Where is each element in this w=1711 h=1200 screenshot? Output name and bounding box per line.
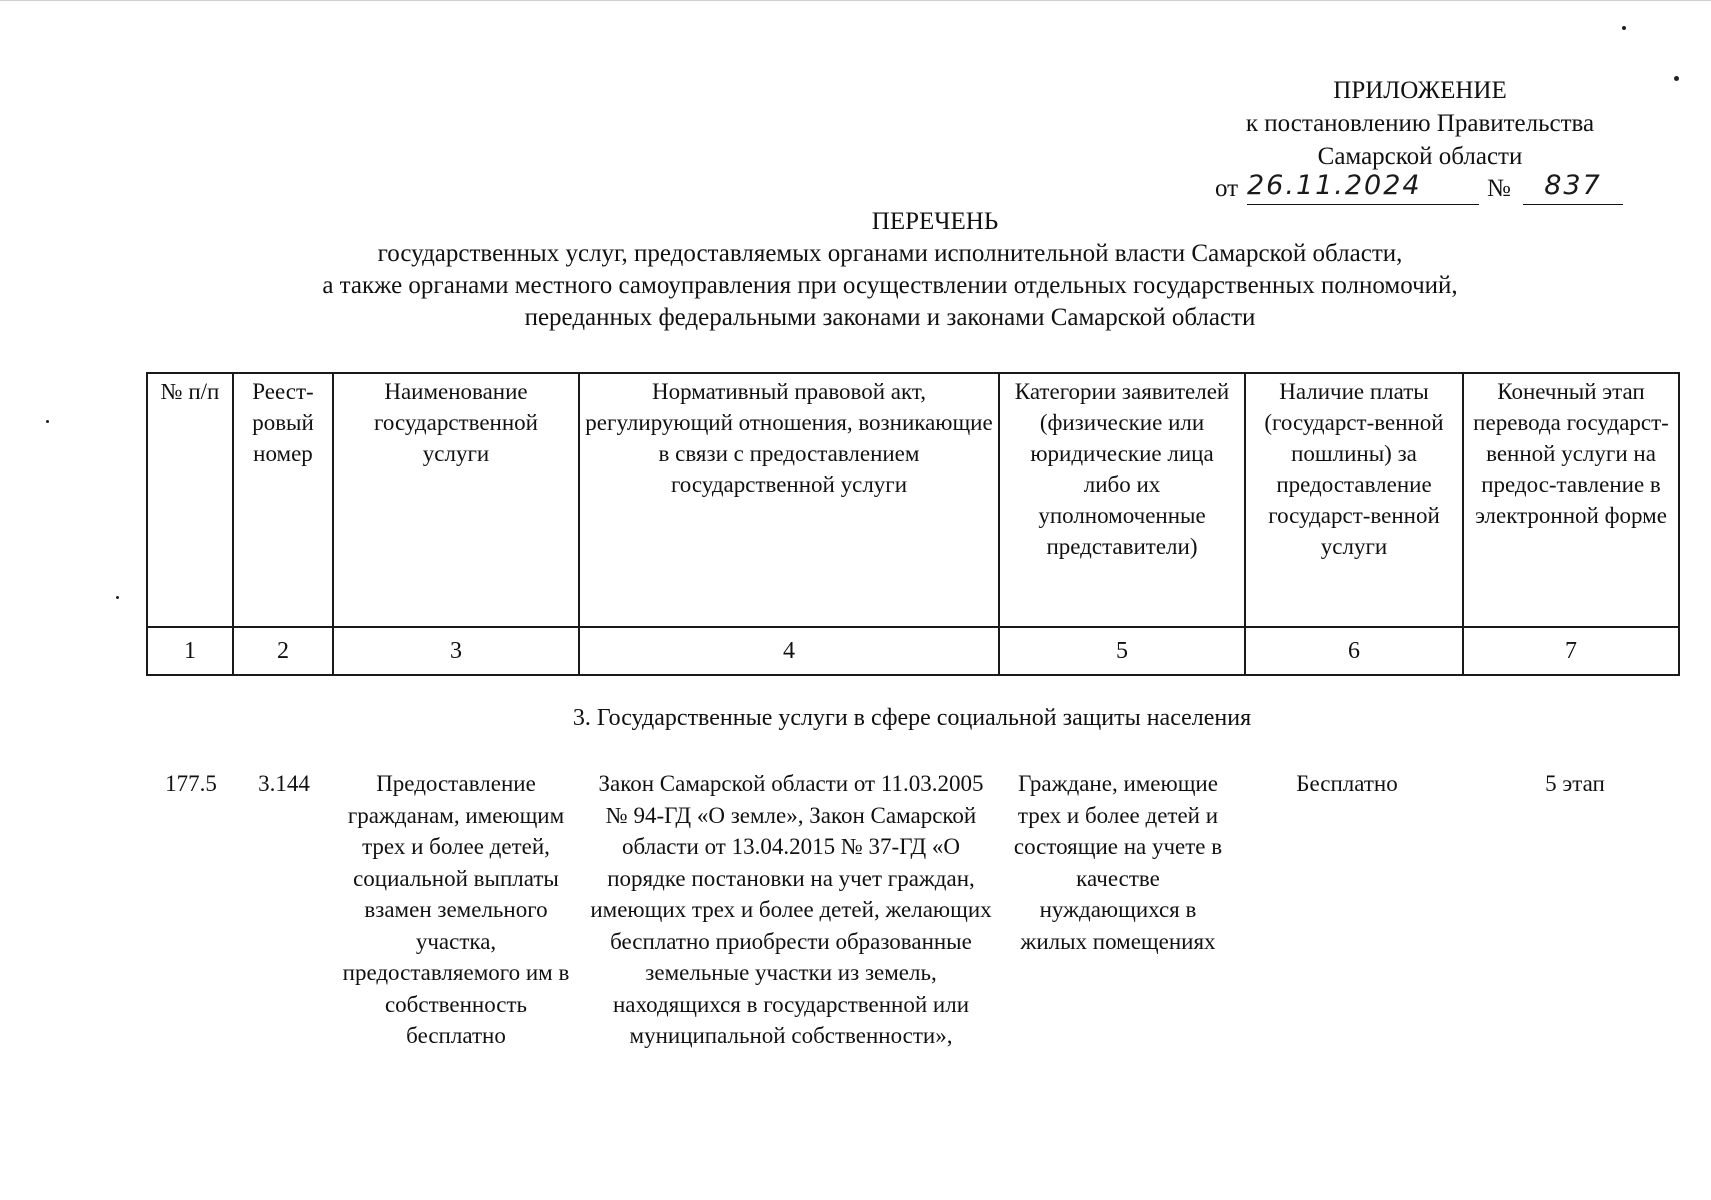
column-number: 1 xyxy=(147,627,233,675)
appendix-line-3: Самарской области xyxy=(1317,143,1523,170)
scan-speck xyxy=(46,420,49,423)
section-heading: 3. Государственные услуги в сфере социальной защиты населения xyxy=(572,705,1252,731)
appendix-title: ПРИЛОЖЕНИЕ xyxy=(1333,77,1507,104)
column-number: 5 xyxy=(999,627,1245,675)
document-subtitle-line-1: государственных услуг, предоставляемых органами исполнительной власти Самарской области, xyxy=(377,240,1403,267)
handwritten-date: 26.11.2024 xyxy=(1247,168,1479,205)
handwritten-number: 837 xyxy=(1523,168,1623,205)
row-stage: 5 этап xyxy=(1545,771,1605,796)
table-header-row xyxy=(147,373,1679,627)
row-number: 177.5 xyxy=(165,771,217,796)
column-number: 4 xyxy=(579,627,999,675)
table-column-number-row xyxy=(147,627,1679,675)
document-title: ПЕРЕЧЕНЬ xyxy=(871,208,999,235)
header-cell-registry: Реест-ровый номер xyxy=(233,373,333,627)
scan-speck xyxy=(116,596,119,599)
row-applicants: Граждане, имеющие трех и более детей и состоящие на учете в качестве нуждающихся в жилых помещениях xyxy=(1013,771,1223,954)
appendix-line-2: к постановлению Правительства xyxy=(1245,110,1595,137)
header-cell-number: № п/п xyxy=(147,373,233,627)
row-registry-number: 3.144 xyxy=(258,771,310,796)
document-subtitle-line-2: а также органами местного самоуправления при осуществлении отдельных государственных полномочий, xyxy=(322,272,1458,299)
header-cell-fee: Наличие платы (государст-венной пошлины) за предоставление государст-венной услуги xyxy=(1245,373,1463,627)
column-number: 3 xyxy=(333,627,579,675)
scan-edge xyxy=(0,0,1711,1)
row-fee: Бесплатно xyxy=(1296,771,1398,796)
column-number: 6 xyxy=(1245,627,1463,675)
number-prefix: № xyxy=(1487,175,1511,202)
register-header-table xyxy=(146,372,1680,676)
header-cell-stage: Конечный этап перевода государст-венной услуги на предос-тавление в электронной форме xyxy=(1463,373,1679,627)
row-service-name: Предоставление гражданам, имеющим трех и более детей, социальной выплаты взамен земельного участка, предоставляемого им в собственность бесплатно xyxy=(342,771,570,1048)
appendix-date-number-row xyxy=(1215,172,1625,206)
header-cell-service-name: Наименование государственной услуги xyxy=(333,373,579,627)
column-number: 2 xyxy=(233,627,333,675)
document-title-block xyxy=(100,206,1680,334)
header-cell-applicants: Категории заявителей (физические или юридические лица либо их уполномоченные представители) xyxy=(999,373,1245,627)
appendix-header xyxy=(1180,74,1660,173)
scan-speck xyxy=(1622,26,1626,30)
scan-speck xyxy=(1674,76,1679,81)
column-number: 7 xyxy=(1463,627,1679,675)
date-prefix: от xyxy=(1215,175,1239,202)
row-legal-act: Закон Самарской области от 11.03.2005 № 94-ГД «О земле», Закон Самарской области от 13.04.2015 № 37-ГД «О порядке постановки на учет граждан, имеющих трех и более детей, желающих бесплатно приобрести образованные земельные участки из земель, находящихся в государственной или муниципальной собственности», xyxy=(590,771,992,1048)
header-cell-legal-act: Нормативный правовой акт, регулирующий отношения, возникающие в связи с предоставлением государственной услуги xyxy=(579,373,999,627)
document-subtitle-line-3: переданных федеральными законами и законами Самарской области xyxy=(524,304,1256,331)
